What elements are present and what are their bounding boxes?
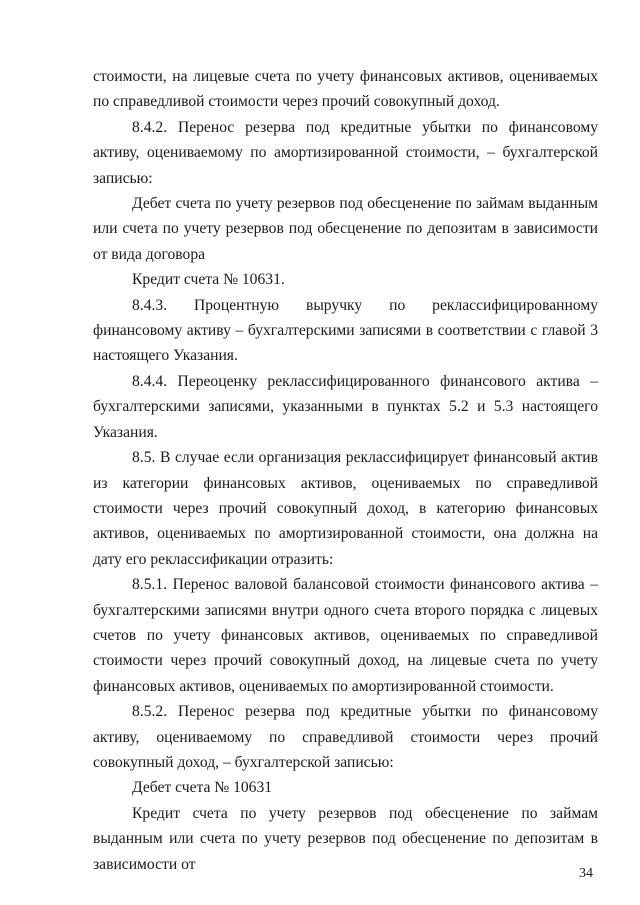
document-body bbox=[93, 64, 598, 877]
page-number: 34 bbox=[579, 866, 593, 881]
paragraph-8-5-1: 8.5.1. Перенос валовой балансовой стоимости финансового актива – бухгалтерскими записями внутри одного счета второго порядка с лицевых счетов по учету финансовых активов, оцениваемых по справедливой стоимости через прочий совокупный доход, на лицевые счета по учету финансовых активов, оцениваемых по амортизированной стоимости. bbox=[93, 576, 598, 695]
paragraph-8-4-2: 8.4.2. Перенос резерва под кредитные убытки по финансовому активу, оцениваемому по амортизированной стоимости, – бухгалтерской записью: bbox=[93, 118, 598, 187]
paragraph-8-5-2: 8.5.2. Перенос резерва под кредитные убытки по финансовому активу, оцениваемому по справедливой стоимости через прочий совокупный доход, – бухгалтерской записью: bbox=[93, 703, 598, 771]
paragraph-8-4-4: 8.4.4. Переоценку реклассифицированного финансового актива – бухгалтерскими записями, указанными в пунктах 5.2 и 5.3 настоящего Указания. bbox=[93, 372, 598, 441]
paragraph-8-4-3: 8.4.3. Процентную выручку по реклассифицированному финансовому активу – бухгалтерскими записями в соответствии с главой 3 настоящего Указания. bbox=[93, 296, 598, 365]
debit-entry: Дебет счета по учету резервов под обесценение по займам выданным или счета по учету резервов под обесценение по депозитам в зависимости от вида договора bbox=[93, 195, 598, 263]
credit-entry-reserves: Кредит счета по учету резервов под обесценение по займам выданным или счета по учету резервов под обесценение по депозитам в зависимости от bbox=[93, 804, 598, 873]
paragraph-continuation: стоимости, на лицевые счета по учету финансовых активов, оцениваемых по справедливой стоимости через прочий совокупный доход. bbox=[93, 68, 598, 111]
paragraph-8-5: 8.5. В случае если организация реклассифицирует финансовый актив из категории финансовых активов, оцениваемых по справедливой стоимости через прочий совокупный доход, в категорию финансовых активов, оцениваемых по амортизированной стоимости, она должна на дату его реклассификации отразить: bbox=[93, 449, 598, 568]
credit-entry: Кредит счета № 10631. bbox=[132, 271, 285, 289]
debit-entry-10631: Дебет счета № 10631 bbox=[132, 779, 273, 797]
